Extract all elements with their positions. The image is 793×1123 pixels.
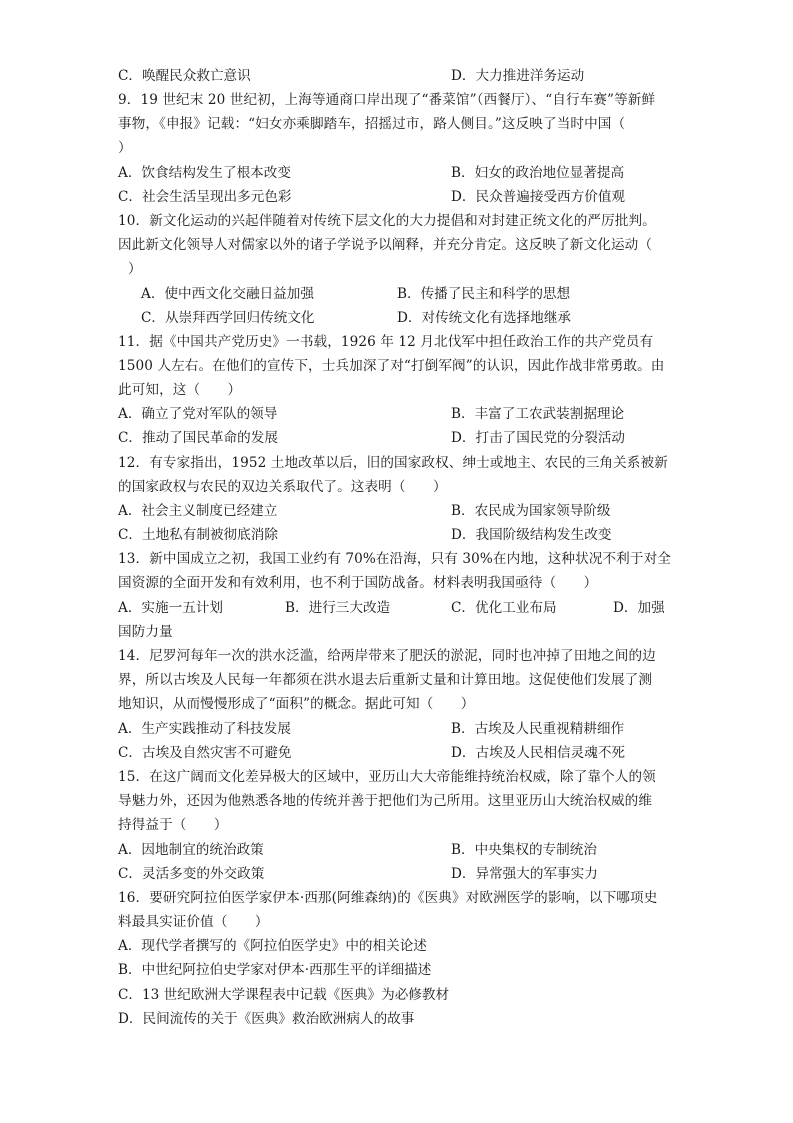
q15-option-a[interactable]: A．因地制宜的统治政策	[118, 842, 264, 858]
q10-stem-line1: 10．新文化运动的兴起伴随着对传统下层文化的大力提倡和对封建正统文化的严厉批判。	[118, 213, 656, 229]
q16-option-a[interactable]: A．现代学者撰写的《阿拉伯医学史》中的相关论述	[118, 938, 427, 954]
q10-option-b[interactable]: B．传播了民主和科学的思想	[397, 286, 571, 302]
q10-option-c[interactable]: C．从崇拜西学回归传统文化	[141, 310, 315, 326]
q13-option-d-continued: 国防力量	[118, 624, 173, 640]
q12-option-c[interactable]: C．土地私有制被彻底消除	[118, 527, 278, 543]
q13-option-d[interactable]: D．加强	[613, 600, 665, 616]
q9-stem-line3: ）	[118, 140, 132, 156]
q16-option-b[interactable]: B．中世纪阿拉伯史学家对伊本·西那生平的详细描述	[118, 962, 432, 978]
q10-stem-line3: ）	[128, 261, 142, 277]
q9-stem-line1: 9．19 世纪末 20 世纪初，上海等通商口岸出现了“番菜馆”（西餐厅）、“自行车赛”等新鲜	[118, 92, 656, 108]
q10-option-a[interactable]: A．使中西文化交融日益加强	[141, 286, 314, 302]
q15-option-d[interactable]: D．异常强大的军事实力	[451, 866, 598, 882]
q11-option-b[interactable]: B．丰富了工农武装割据理论	[451, 406, 625, 422]
q15-option-c[interactable]: C．灵活多变的外交政策	[118, 866, 265, 882]
q9-option-c[interactable]: C．社会生活呈现出多元色彩	[118, 189, 292, 205]
q12-option-a[interactable]: A．社会主义制度已经建立	[118, 503, 278, 519]
q14-option-d[interactable]: D．古埃及人民相信灵魂不死	[451, 745, 626, 761]
q14-option-c[interactable]: C．古埃及自然灾害不可避免	[118, 745, 292, 761]
q13-stem-line1: 13．新中国成立之初，我国工业约有 70%在沿海，只有 30%在内地，这种状况不利于对全	[118, 551, 671, 567]
q12-option-d[interactable]: D．我国阶级结构发生改变	[451, 527, 612, 543]
q10-option-d[interactable]: D．对传统文化有选择地继承	[397, 310, 572, 326]
q15-option-b[interactable]: B．中央集权的专制统治	[451, 842, 597, 858]
q11-option-a[interactable]: A．确立了党对军队的领导	[118, 406, 278, 422]
q14-stem-line2: 界，所以古埃及人民每一年都须在洪水退去后重新丈量和计算田地。这促使他们发展了测	[118, 672, 653, 688]
q16-stem-line1: 16．要研究阿拉伯医学家伊本·西那(阿维森纳)的《医典》对欧洲医学的影响，以下哪项史	[118, 890, 658, 906]
q12-stem-line1: 12．有专家指出，1952 土地改革以后，旧的国家政权、绅士或地主、农民的三角关系被新	[118, 455, 668, 471]
q15-stem-line1: 15．在这广阔而文化差异极大的区域中，亚历山大大帝能维持统治权威，除了靠个人的领	[118, 769, 656, 785]
q16-option-d[interactable]: D．民间流传的关于《医典》救治欧洲病人的故事	[118, 1011, 415, 1027]
q8-option-c[interactable]: C．唤醒民众救亡意识	[118, 68, 251, 84]
q9-option-a[interactable]: A．饮食结构发生了根本改变	[118, 165, 291, 181]
q11-option-c[interactable]: C．推动了国民革命的发展	[118, 430, 278, 446]
q11-option-d[interactable]: D．打击了国民党的分裂活动	[451, 430, 626, 446]
q13-option-b[interactable]: B．进行三大改造	[285, 600, 391, 616]
q12-stem-line2: 的国家政权与农民的双边关系取代了。这表明（ ）	[118, 479, 447, 495]
q9-option-b[interactable]: B．妇女的政治地位显著提高	[451, 165, 625, 181]
q9-stem-line2: 事物，《申报》记载：“妇女亦乘脚踏车，招摇过市，路人侧目。”这反映了当时中国（	[118, 116, 626, 132]
q13-option-c[interactable]: C．优化工业布局	[451, 600, 557, 616]
q11-stem-line3: 此可知，这（ ）	[118, 382, 242, 398]
q14-stem-line3: 地知识，从而慢慢形成了“面积”的概念。据此可知（ ）	[118, 696, 475, 712]
q14-option-b[interactable]: B．古埃及人民重视精耕细作	[451, 721, 625, 737]
q16-stem-line2: 料最具实证价值（ ）	[118, 914, 269, 930]
q12-option-b[interactable]: B．农民成为国家领导阶级	[451, 503, 611, 519]
q15-stem-line2: 导魅力外，还因为他熟悉各地的传统并善于把他们为己所用。这里亚历山大统治权威的维	[118, 793, 653, 809]
q9-option-d[interactable]: D．民众普遍接受西方价值观	[451, 189, 626, 205]
q14-stem-line1: 14．尼罗河每年一次的洪水泛滥，给两岸带来了肥沃的淤泥，同时也冲掉了田地之间的边	[118, 648, 656, 664]
q11-stem-line1: 11．据《中国共产党历史》一书载，1926 年 12 月北伐军中担任政治工作的共产党员有	[118, 334, 654, 350]
q14-option-a[interactable]: A．生产实践推动了科技发展	[118, 721, 291, 737]
q11-stem-line2: 1500 人左右。在他们的宣传下，士兵加深了对“打倒军阀”的认识，因此作战非常勇敢。由	[118, 358, 665, 374]
q13-option-a[interactable]: A．实施一五计划	[118, 600, 223, 616]
q15-stem-line3: 持得益于（ ）	[118, 817, 228, 833]
q13-stem-line2: 国资源的全面开发和有效利用，也不利于国防战备。材料表明我国亟待（ ）	[118, 575, 598, 591]
q16-option-c[interactable]: C．13 世纪欧洲大学课程表中记载《医典》为必修教材	[118, 987, 450, 1003]
q10-stem-line2: 因此新文化领导人对儒家以外的诸子学说予以阐释，并充分肯定。这反映了新文化运动（	[118, 237, 653, 253]
q8-option-d[interactable]: D．大力推进洋务运动	[451, 68, 585, 84]
